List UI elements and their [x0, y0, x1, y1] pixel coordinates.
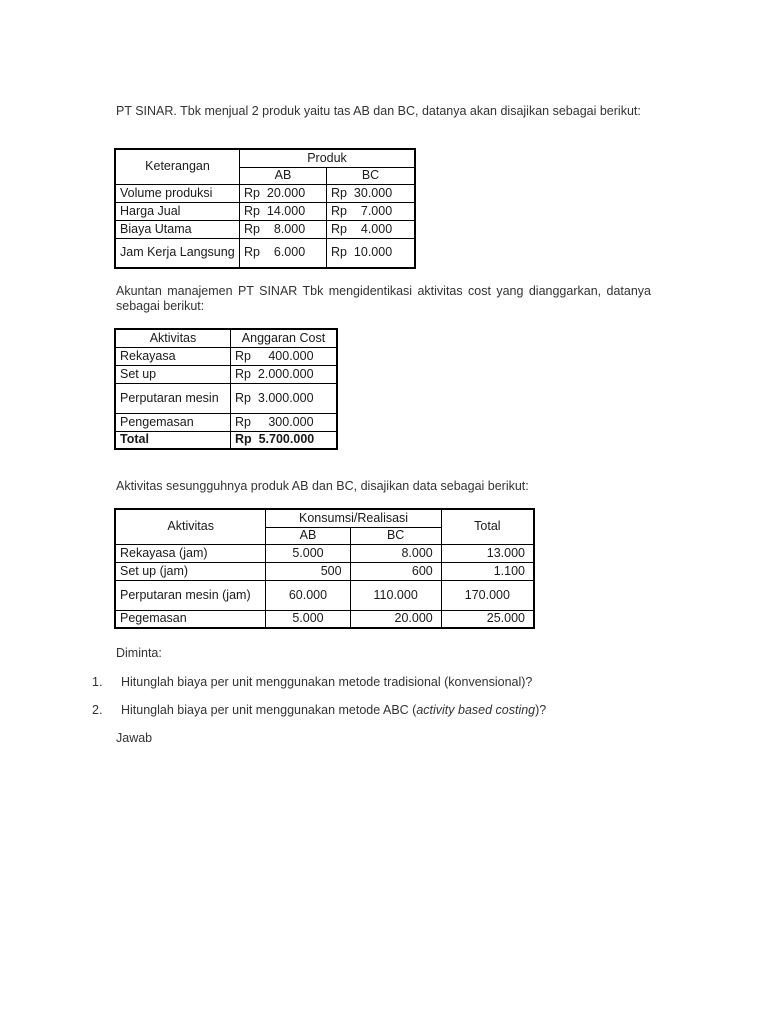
total-label: Total [115, 431, 231, 449]
row-total-value: 25.000 [441, 610, 534, 628]
row-bc-value: 110.000 [350, 580, 441, 610]
jawab-label: Jawab [116, 731, 153, 745]
row-label: Biaya Utama [115, 220, 240, 238]
question-2-italic: activity based costing [416, 703, 536, 717]
row-ab-value: Rp 14.000 [240, 202, 327, 220]
table-row [115, 544, 534, 562]
table-row [115, 580, 534, 610]
row-label: Set up [115, 365, 231, 383]
row-label: Pegemasan [115, 610, 266, 628]
question-1-number: 1. [92, 675, 103, 689]
row-ab-value: 60.000 [266, 580, 350, 610]
table-row [115, 184, 415, 202]
header-aktivitas: Aktivitas [115, 509, 266, 544]
row-label: Pengemasan [115, 413, 231, 431]
row-value: Rp 300.000 [231, 413, 338, 431]
row-bc-value: Rp 7.000 [327, 202, 416, 220]
row-total-value: 13.000 [441, 544, 534, 562]
question-2-text: Hitunglah biaya per unit menggunakan metode ABC ( [121, 703, 417, 717]
table-row [115, 202, 415, 220]
row-ab-value: 5.000 [266, 544, 350, 562]
table-row [115, 238, 415, 268]
table-row [115, 562, 534, 580]
row-ab-value: 5.000 [266, 610, 350, 628]
header-total: Total [441, 509, 534, 544]
actual-activity-paragraph: Aktivitas sesungguhnya produk AB dan BC, disajikan data sebagai berikut: [116, 479, 529, 493]
row-value: Rp 400.000 [231, 347, 338, 365]
total-value: Rp 5.700.000 [231, 431, 338, 449]
row-label: Rekayasa [115, 347, 231, 365]
table-row [115, 610, 534, 628]
row-total-value: 170.000 [441, 580, 534, 610]
row-bc-value: 8.000 [350, 544, 441, 562]
total-row [115, 431, 337, 449]
row-bc-value: Rp 30.000 [327, 184, 416, 202]
row-bc-value: Rp 10.000 [327, 238, 416, 268]
header-ab: AB [240, 167, 327, 184]
intro-paragraph: PT SINAR. Tbk menjual 2 produk yaitu tas AB dan BC, datanya akan disajikan sebagai berikut: [116, 104, 641, 118]
row-label: Perputaran mesin (jam) [115, 580, 266, 610]
row-ab-value: Rp 8.000 [240, 220, 327, 238]
row-label: Perputaran mesin [115, 383, 231, 413]
row-ab-value: Rp 6.000 [240, 238, 327, 268]
header-bc: BC [327, 167, 416, 184]
header-aktivitas: Aktivitas [115, 329, 231, 347]
row-bc-value: 600 [350, 562, 441, 580]
table-row [115, 347, 337, 365]
header-produk: Produk [240, 149, 416, 167]
diminta-label: Diminta: [116, 646, 162, 660]
row-value: Rp 3.000.000 [231, 383, 338, 413]
row-label: Rekayasa (jam) [115, 544, 266, 562]
question-2-end: )? [535, 703, 547, 717]
row-bc-value: 20.000 [350, 610, 441, 628]
row-label: Volume produksi [115, 184, 240, 202]
question-1-text: Hitunglah biaya per unit menggunakan metode tradisional (konvensional)? [121, 675, 533, 689]
cost-paragraph: Akuntan manajemen PT SINAR Tbk mengidentikasi aktivitas cost yang dianggarkan, datanya sebagai berikut: [116, 284, 651, 313]
row-label: Jam Kerja Langsung [115, 238, 240, 268]
question-2 [92, 703, 546, 718]
row-bc-value: Rp 4.000 [327, 220, 416, 238]
table-row [115, 365, 337, 383]
header-keterangan: Keterangan [115, 149, 240, 184]
row-total-value: 1.100 [441, 562, 534, 580]
table-row [115, 383, 337, 413]
row-label: Harga Jual [115, 202, 240, 220]
header-anggaran-cost: Anggaran Cost [231, 329, 338, 347]
actual-activity-table [114, 508, 535, 629]
row-ab-value: 500 [266, 562, 350, 580]
row-value: Rp 2.000.000 [231, 365, 338, 383]
table-row [115, 220, 415, 238]
question-2-number: 2. [92, 703, 103, 717]
header-bc: BC [350, 527, 441, 544]
row-ab-value: Rp 20.000 [240, 184, 327, 202]
question-1 [92, 675, 532, 690]
row-label: Set up (jam) [115, 562, 266, 580]
product-table [114, 148, 416, 269]
budget-cost-table [114, 328, 338, 450]
header-ab: AB [266, 527, 350, 544]
header-konsumsi-realisasi: Konsumsi/Realisasi [266, 509, 441, 527]
table-row [115, 413, 337, 431]
